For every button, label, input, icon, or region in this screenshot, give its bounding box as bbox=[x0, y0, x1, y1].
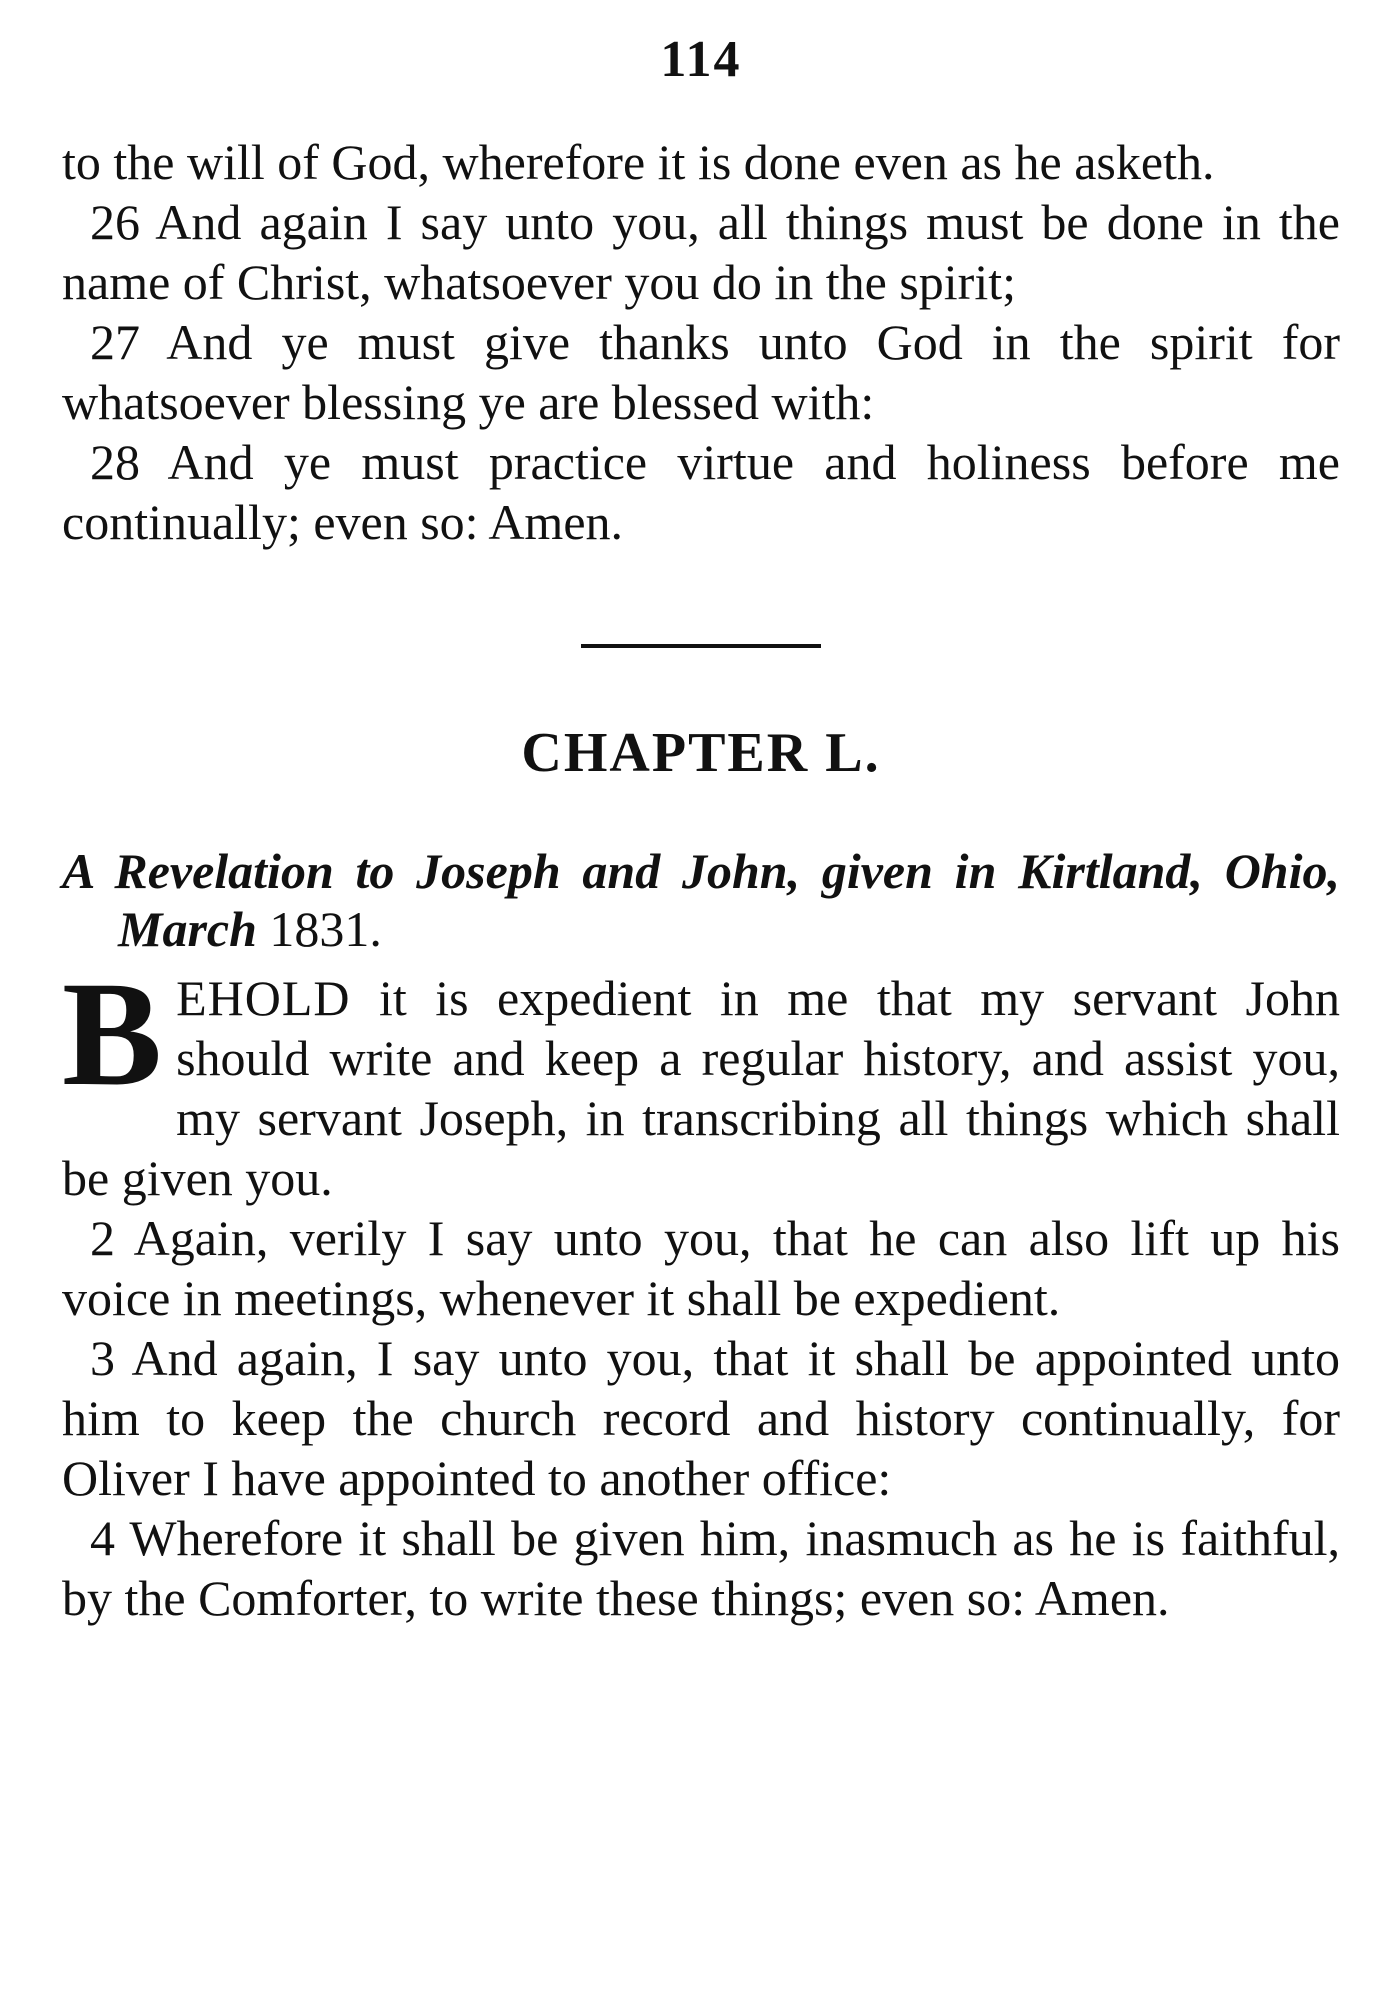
chapter-subtitle bbox=[62, 842, 1340, 958]
verse-1-text: it is expedient in me that my servant John should write and keep a regular history, and assist you, my servant Joseph, in transcribing all things which shall be given you. bbox=[62, 970, 1340, 1206]
chapter-heading: CHAPTER L. bbox=[521, 722, 881, 784]
verse-28: 28 And ye must practice virtue and holiness before me continually; even so: Amen. bbox=[62, 434, 1340, 550]
verse-4: 4 Wherefore it shall be given him, inasmuch as he is faithful, by the Comforter, to write these things; even so: Amen. bbox=[62, 1510, 1340, 1626]
book-page bbox=[62, 28, 1340, 1628]
verse-27: 27 And ye must give thanks unto God in the spirit for whatsoever blessing ye are blessed with: bbox=[62, 314, 1340, 430]
subtitle-year: 1831. bbox=[269, 901, 382, 957]
subtitle-text: A Revelation to Joseph and John, given in Kirtland, Ohio, March bbox=[62, 843, 1340, 957]
verse-2: 2 Again, verily I say unto you, that he can also lift up his voice in meetings, whenever it shall be expedient. bbox=[62, 1210, 1340, 1326]
drop-cap-letter: B bbox=[62, 951, 163, 1117]
verse-3: 3 And again, I say unto you, that it shall be appointed unto him to keep the church record and history continually, for Oliver I have appointed to another office: bbox=[62, 1330, 1340, 1506]
verse-26: 26 And again I say unto you, all things must be done in the name of Christ, whatsoever you do in the spirit; bbox=[62, 194, 1340, 310]
carryover-text: to the will of God, wherefore it is done even as he asketh. bbox=[62, 134, 1215, 190]
previous-chapter-ending bbox=[62, 132, 1340, 552]
verse-1 bbox=[62, 951, 1340, 1208]
opening-word: EHOLD bbox=[176, 970, 351, 1026]
chapter-body bbox=[62, 951, 1340, 1628]
section-divider bbox=[581, 644, 821, 648]
page-number: 114 bbox=[660, 31, 742, 88]
